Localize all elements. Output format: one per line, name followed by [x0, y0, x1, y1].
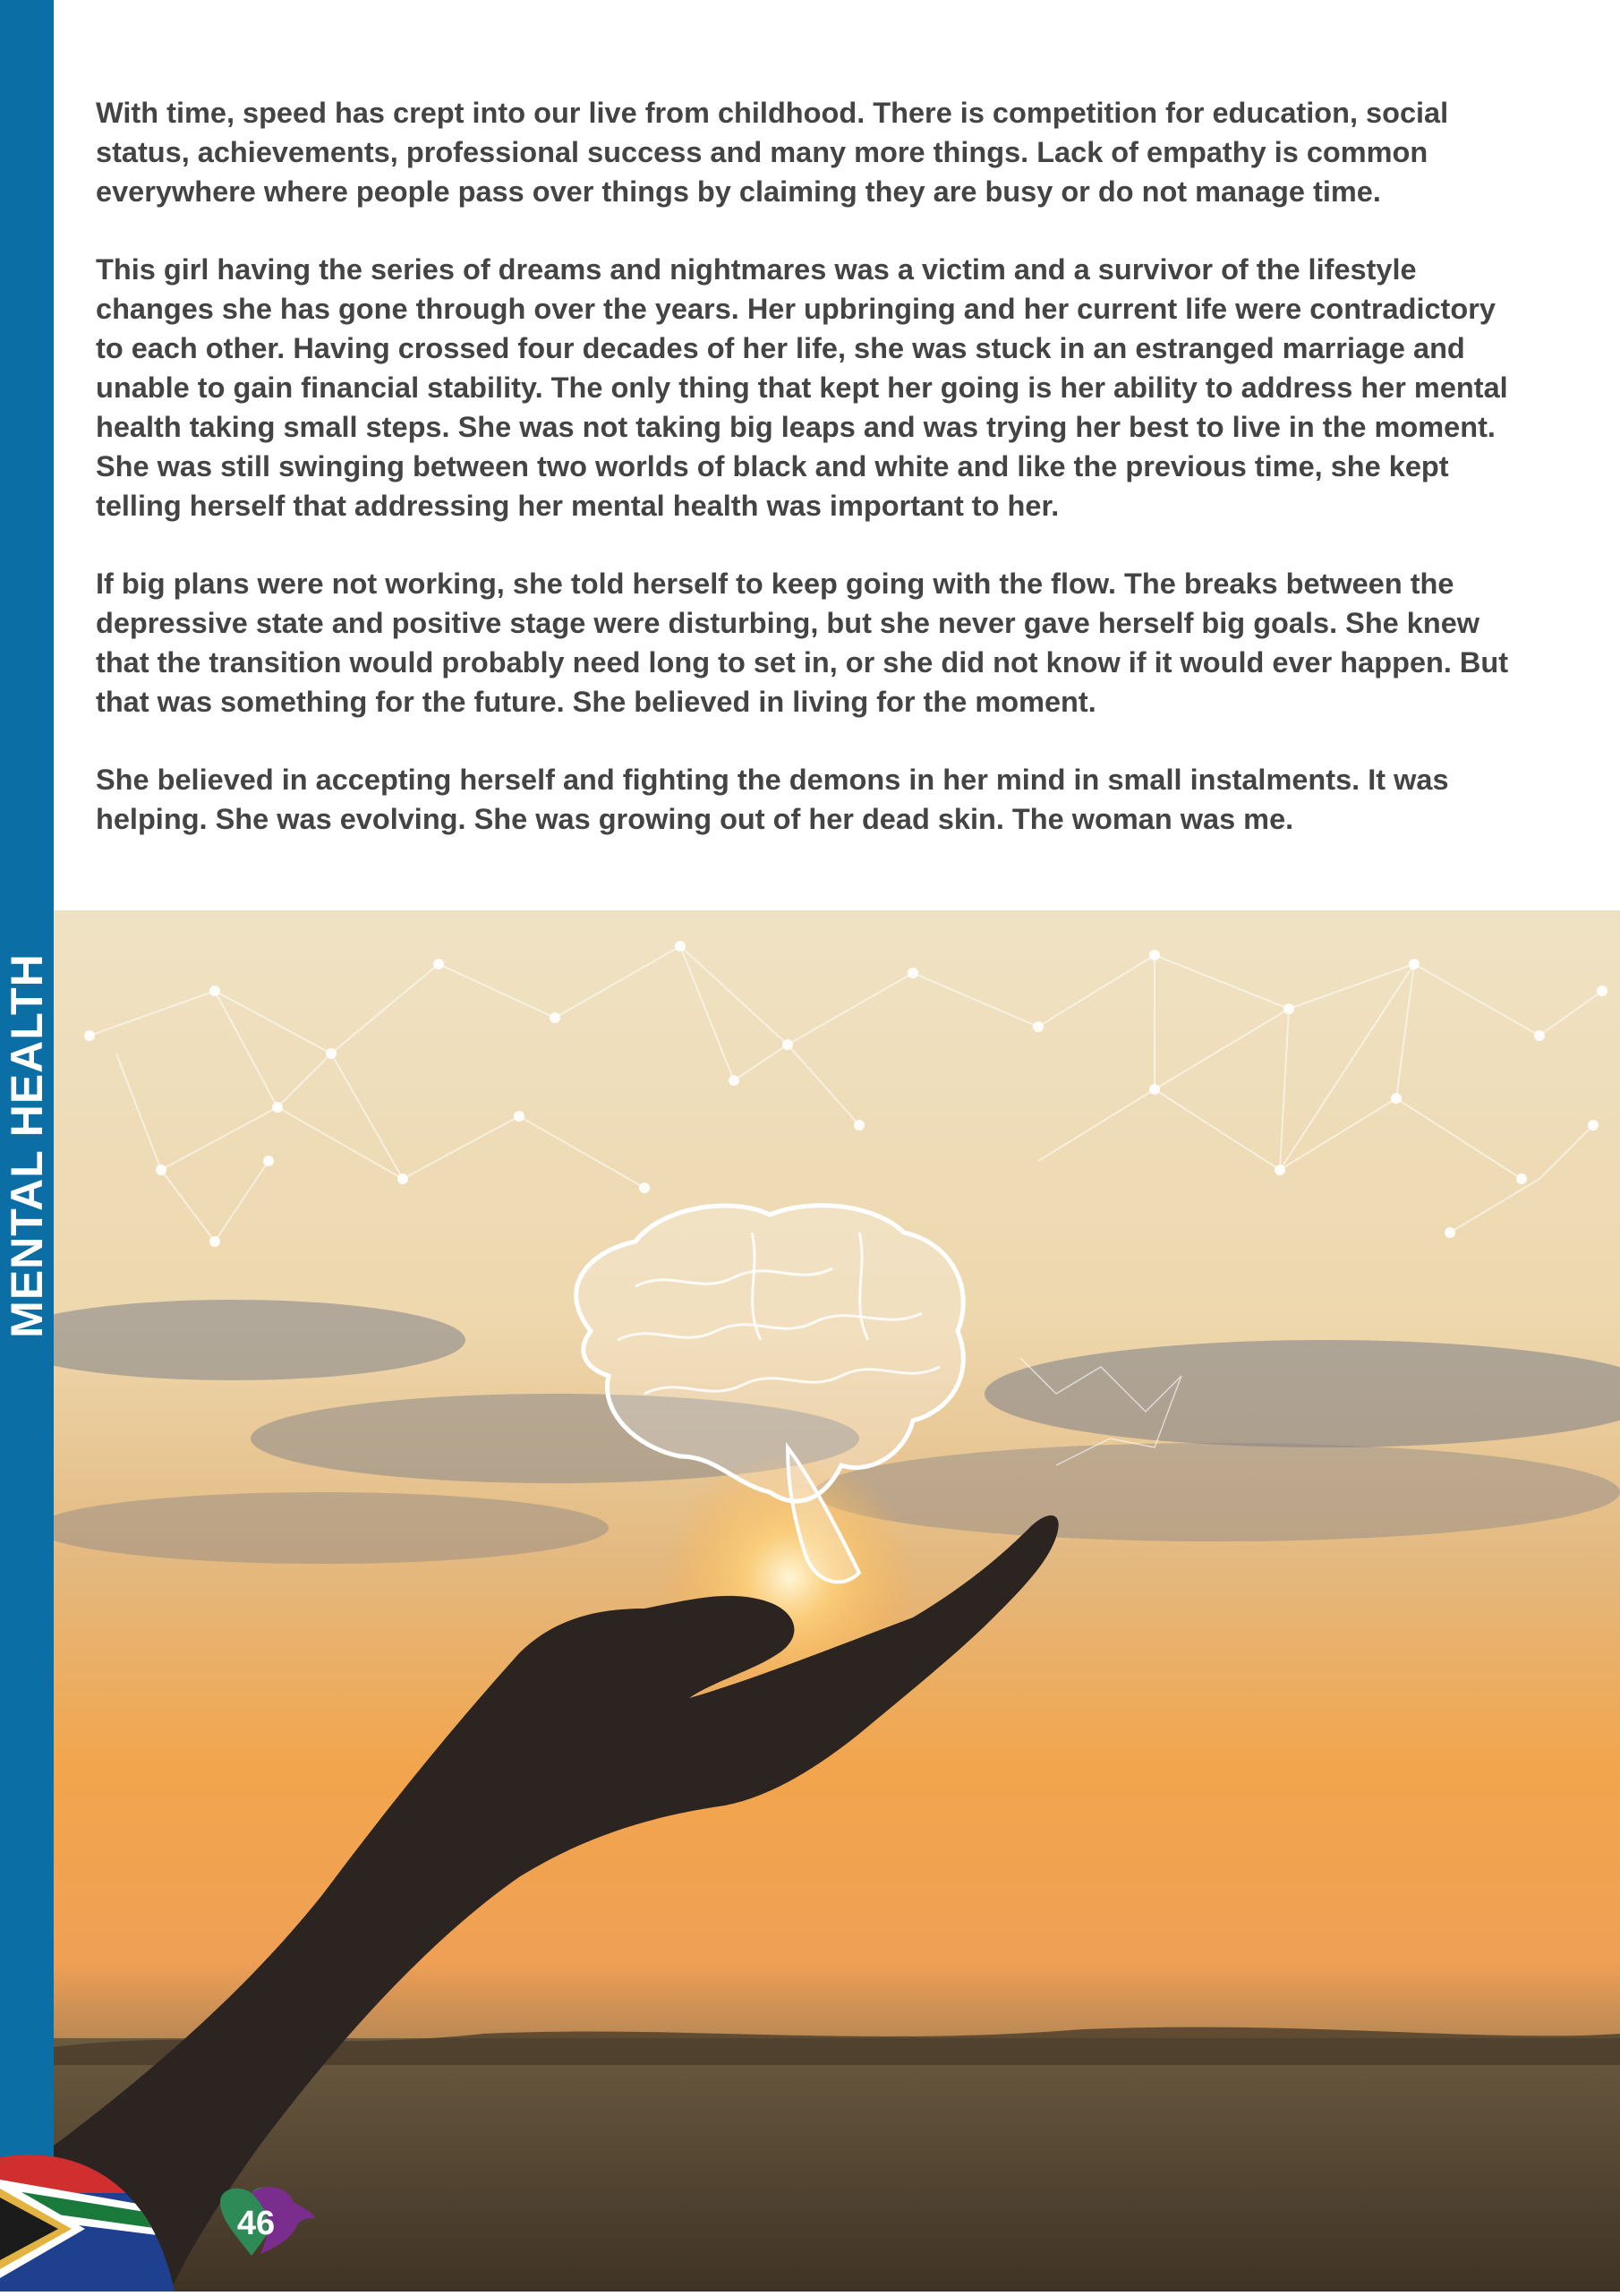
cloud	[54, 1492, 609, 1564]
photo-illustration	[54, 910, 1620, 2292]
sidebar-band	[0, 0, 54, 2292]
paragraph-4: She believed in accepting herself and fighting the demons in her mind in small instalments. It was helping. She was evolving. She was growing out of her dead skin. The woman was me.	[96, 764, 1449, 835]
paragraph-1: With time, speed has crept into our live from childhood. There is competition for education, social status, achievements, professional success and many more things. Lack of empathy is common everywhere where people pass over things by claiming they are busy or do not manage time.	[96, 97, 1449, 208]
article-body	[96, 93, 1528, 877]
section-label: MENTAL HEALTH	[2, 953, 52, 1338]
paragraph-3: If big plans were not working, she told herself to keep going with the flow. The breaks between the depressive state and positive stage were disturbing, but she never gave herself big goals. She knew that the transition would probably need long to set in, or she did not know if it would ever happen. But that was something for the future. She believed in living for the moment.	[96, 568, 1509, 718]
paragraph-2: This girl having the series of dreams and nightmares was a victim and a survivor of the lifestyle changes she has gone through over the years. Her upbringing and her current life were contradictory to each other. Having crossed four decades of her life, she was stuck in an estranged marriage and unable to gain financial stability. The only thing that kept her going is her ability to address her mental health taking small steps. She was not taking big leaps and was trying her best to live in the moment. She was still swinging between two worlds of black and white and like the previous time, she kept telling herself that addressing her mental health was important to her.	[96, 253, 1508, 522]
cloud	[814, 1443, 1620, 1541]
south-africa-flag-graphic	[0, 2130, 179, 2292]
sunset-hand-brain-photo	[54, 910, 1620, 2292]
page-number: 46	[236, 2205, 276, 2242]
